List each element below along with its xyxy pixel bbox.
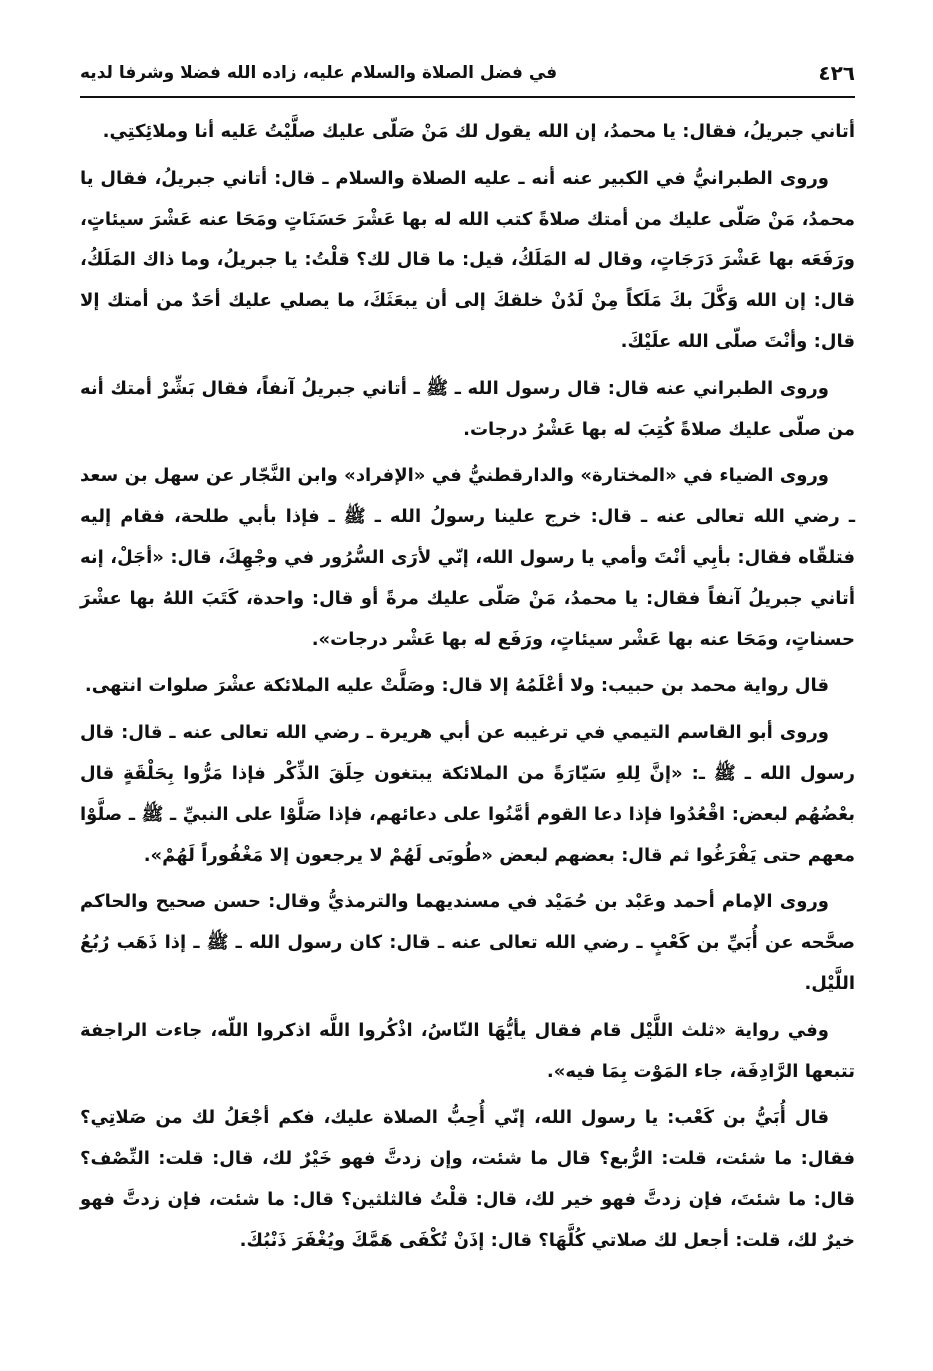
running-title: في فضل الصلاة والسلام عليه، زاده الله فضلا وشرفا لديه (80, 63, 558, 83)
paragraph-diya-mukhtara: وروى الضياء في «المختارة» والدارقطنيُّ في «الإفراد» وابن النَّجّار عن سهل بن سعد ـ رضي الله تعالى عنه ـ قال: خرج علينا رسولُ الله ـ ﷺ ـ فإذا بأبي طلحة، فقام إليه فتلقّاه فقال: بأبِي أنْتَ وأمي يا رسول الله، إنّي لأرَى السُّرُور في وجْهِكَ، قال: «أجَلْ، إنه أتاني جبريلُ آنفاً فقال: يا محمدُ، مَنْ صَلّى عليك مرةً أو قال: واحدة، كَتَبَ اللهُ بها عشْرَ حسناتٍ، ومَحَا عنه بها عَشْر سيئاتٍ، ورَفَع له بها عَشْر درجات». (80, 465, 855, 650)
page-number: ٤٢٦ (818, 61, 855, 85)
paragraph-muhammad-bin-habib: قال رواية محمد بن حبيب: ولا أعْلَمُهُ إلا قال: وصَلَّتْ عليه الملائكة عشْرَ صلوات انتهى. (84, 675, 829, 697)
header-divider (80, 96, 855, 98)
paragraph-imam-ahmad: وروى الإمام أحمد وعَبْد بن حُمَيْد في مسنديهما والترمذيُّ وقال: حسن صحيح والحاكم صحَّحه عن أُبَيِّ بن كَعْبٍ ـ رضي الله تعالى عنه ـ قال: كان رسول الله ـ ﷺ ـ إذا ذَهَب رُبُعُ اللَّيْل. (80, 891, 855, 994)
page-body (80, 112, 855, 1268)
paragraph-continuation: أتاني جبريلُ، فقال: يا محمدُ، إن الله يقول لك مَنْ صَلّى عليك صلَّيْتُ عَليه أنا وملائِكتِي. (102, 121, 855, 142)
paragraph-riwaya-thuluth: وفي رواية «ثلث اللَّيْل قام فقال يأيُّهَا النّاسُ، اذْكُروا اللَّه اذكروا اللّه، جاءت الراجفة تتبعها الرَّادِفَة، جاء المَوْت بِمَا فيه». (80, 1019, 855, 1082)
paragraph-tabarani-hadith: وروى الطبراني عنه قال: قال رسول الله ـ ﷺ ـ أتاني جبريلُ آنفاً، فقال بَشِّرْ أمتك أنه من صلّى عليك صلاةً كُتِبَ له بها عَشْرُ درجات. (80, 377, 855, 440)
paragraph-abu-al-qasim: وروى أبو القاسم التيمي في ترغيبه عن أبي هريرة ـ رضي الله تعالى عنه ـ قال: قال رسول الله ـ ﷺ ـ: «إنَّ لِلهِ سَيّارَةً من الملائكة يبتغون حِلَقَ الذِّكْر فإذا مَرُّوا بِحَلْقَةٍ قال بعْضُهُم لبعض: اقْعُدُوا فإذا دعا القوم أمَّنُوا على دعائهم، فإذا صَلَّوْا على النبيِّ ـ ﷺ ـ صلَّوْا معهم حتى يَفْرَغُوا ثم قال: بعضهم لبعض «طُوبَى لَهُمْ لا يرجعون إلا مَغْفُوراً لَهُمْ». (80, 722, 855, 866)
paragraph-ubayy-bin-kab: قال أُبَيُّ بن كَعْب: يا رسول الله، إنّي أُحِبُّ الصلاة عليك، فكم أجْعَلُ لك من صَلاتِي؟ فقال: ما شئت، قلت: الرُّبع؟ قال ما شئت، وإن زدتَّ فهو خَيْرٌ لك، قال: قلت: النِّصْف؟ قال: ما شئتَ، فإن زدتَّ فهو خير لك، قال: قلْتُ فالثلثين؟ قال: ما شئت، فإن زدتَّ فهو خيرٌ لك، قلت: أجعل لك صلاتي كُلَّهَا؟ قال: إذَنْ تُكْفَى هَمَّكَ ويُغْفَرَ ذَنْبُكَ. (80, 1107, 855, 1251)
paragraph-tabarani-kabir: وروى الطبرانيُّ في الكبير عنه أنه ـ عليه الصلاة والسلام ـ قال: أتاني جبريلُ، فقال يا محمدُ، مَنْ صَلّى عليك من أمتك صلاةً كتب الله له بها عَشْرَ حَسَنَاتٍ ومَحَا عنه عَشْرَ سيئاتٍ، ورَفَعَه بها عَشْرَ دَرَجَاتٍ، وقال له المَلَكُ، قيل: ما قال لك؟ قلْتُ: يا جبريلُ، وما ذاك المَلَكُ، قال: إن الله وَكَّلَ بكَ مَلَكاً مِنْ لَدُنْ خلقكَ إلى أن يبعَثَكَ، ما يصلي عليك أحَدٌ من أمتك إلا قال: وأنْتَ صلّى الله علَيْكَ. (80, 167, 855, 352)
page-header (80, 54, 855, 92)
